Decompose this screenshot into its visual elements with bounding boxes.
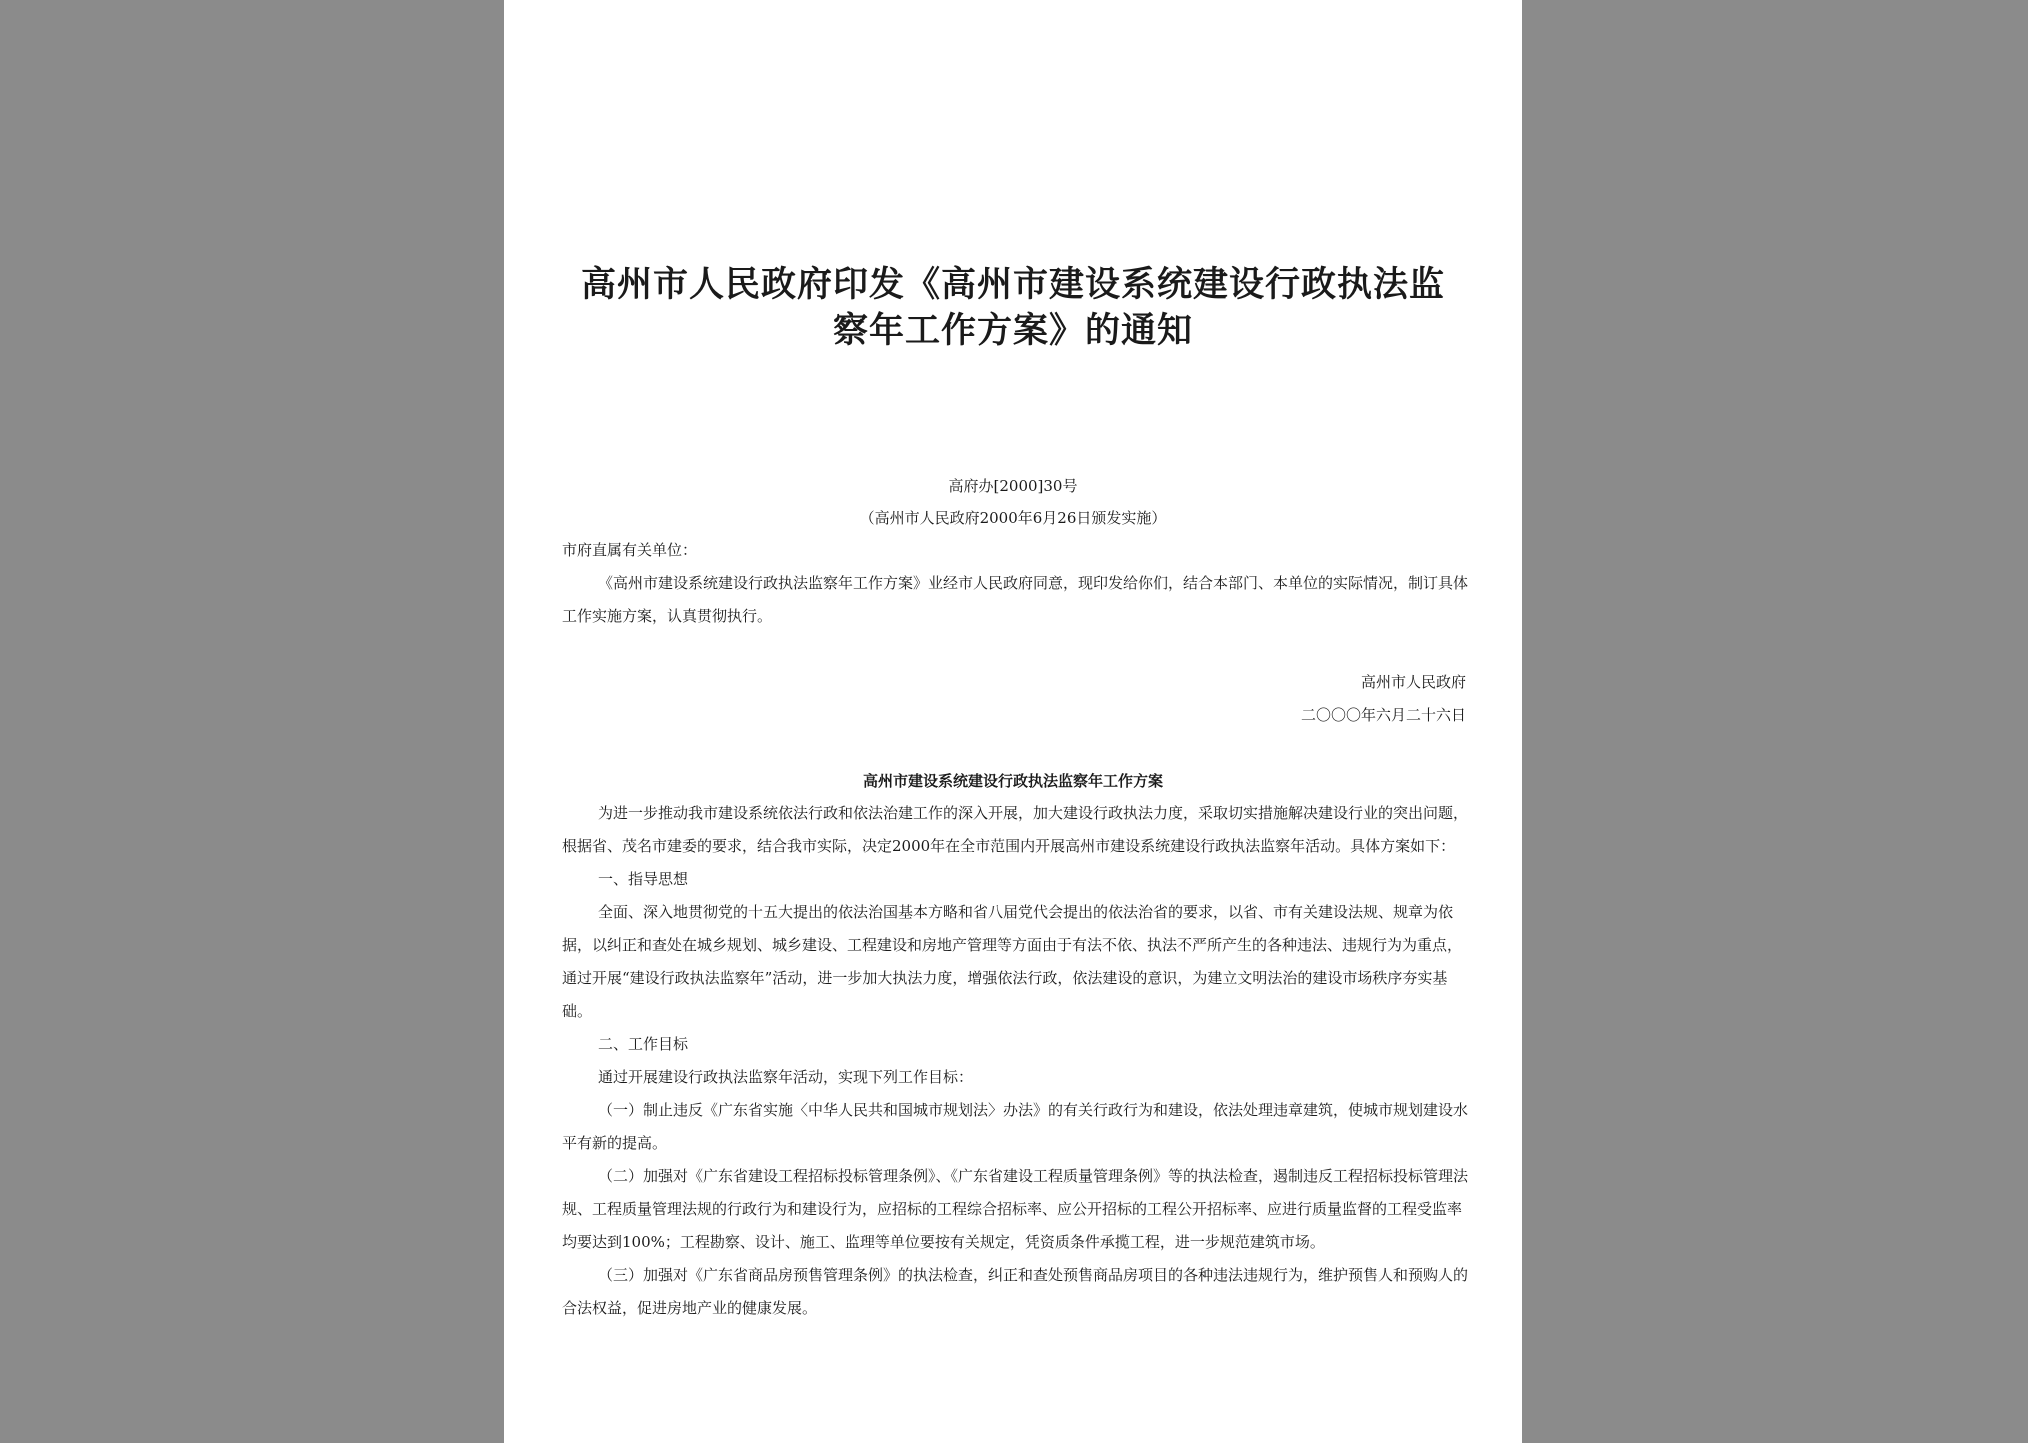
notice-body <box>562 534 1470 633</box>
title-line-1: 高州市人民政府印发《高州市建设系统建设行政执法监 <box>580 264 1445 305</box>
section-paragraph: 通过开展建设行政执法监察年活动，实现下列工作目标： <box>598 1068 974 1086</box>
section-heading: 二、工作目标 <box>598 1035 689 1053</box>
signature-date: 二〇〇〇年六月二十六日 <box>1300 706 1466 724</box>
addressee: 市府直属有关单位： <box>562 541 698 559</box>
document-title <box>504 262 1522 354</box>
goal-item: （一）制止违反《广东省实施〈中华人民共和国城市规划法〉办法》的有关行政行为和建设，依法处理违章建筑，使城市规划建设水平有新的提高。 <box>562 1101 1469 1152</box>
plan-intro: 为进一步推动我市建设系统依法行政和依法治建工作的深入开展，加大建设行政执法力度，采取切实措施解决建设行业的突出问题，根据省、茂名市建委的要求，结合我市实际，决定2000年在全市范围内开展高州市建设系统建设行政执法监察年活动。具体方案如下： <box>562 804 1469 855</box>
plan-body <box>562 797 1470 1325</box>
issued-note: （高州市人民政府2000年6月26日颁发实施） <box>859 509 1167 527</box>
goal-item: （三）加强对《广东省商品房预售管理条例》的执法检查，纠正和查处预售商品房项目的各种违法违规行为，维护预售人和预购人的合法权益，促进房地产业的健康发展。 <box>562 1266 1469 1317</box>
document-page <box>504 0 1522 1443</box>
section-paragraph: 全面、深入地贯彻党的十五大提出的依法治国基本方略和省八届党代会提出的依法治省的要求，以省、市有关建设法规、规章为依据，以纠正和查处在城乡规划、城乡建设、工程建设和房地产管理等方面由于有法不依、执法不严所产生的各种违法、违规行为为重点，通过开展“建设行政执法监察年”活动，进一步加大执法力度，增强依法行政，依法建设的意识，为建立文明法治的建设市场秩序夯实基础。 <box>562 903 1463 1020</box>
document-number: 高府办[2000]30号 <box>948 477 1078 495</box>
title-line-2: 察年工作方案》的通知 <box>832 310 1193 351</box>
signature-block <box>1301 666 1466 732</box>
notice-paragraph: 《高州市建设系统建设行政执法监察年工作方案》业经市人民政府同意，现印发给你们，结合本部门、本单位的实际情况，制订具体工作实施方案，认真贯彻执行。 <box>562 574 1469 625</box>
section-heading: 一、指导思想 <box>598 870 689 888</box>
plan-title: 高州市建设系统建设行政执法监察年工作方案 <box>862 772 1163 790</box>
goal-item: （二）加强对《广东省建设工程招标投标管理条例》、《广东省建设工程质量管理条例》等的执法检查，遏制违反工程招标投标管理法规、工程质量管理法规的行政行为和建设行为，应招标的工程综合招标率、应公开招标的工程公开招标率、应进行质量监督的工程受监率均要达到100%；工程勘察、设计、施工、监理等单位要按有关规定，凭资质条件承揽工程，进一步规范建筑市场。 <box>562 1167 1469 1251</box>
signature-org: 高州市人民政府 <box>1360 673 1466 691</box>
